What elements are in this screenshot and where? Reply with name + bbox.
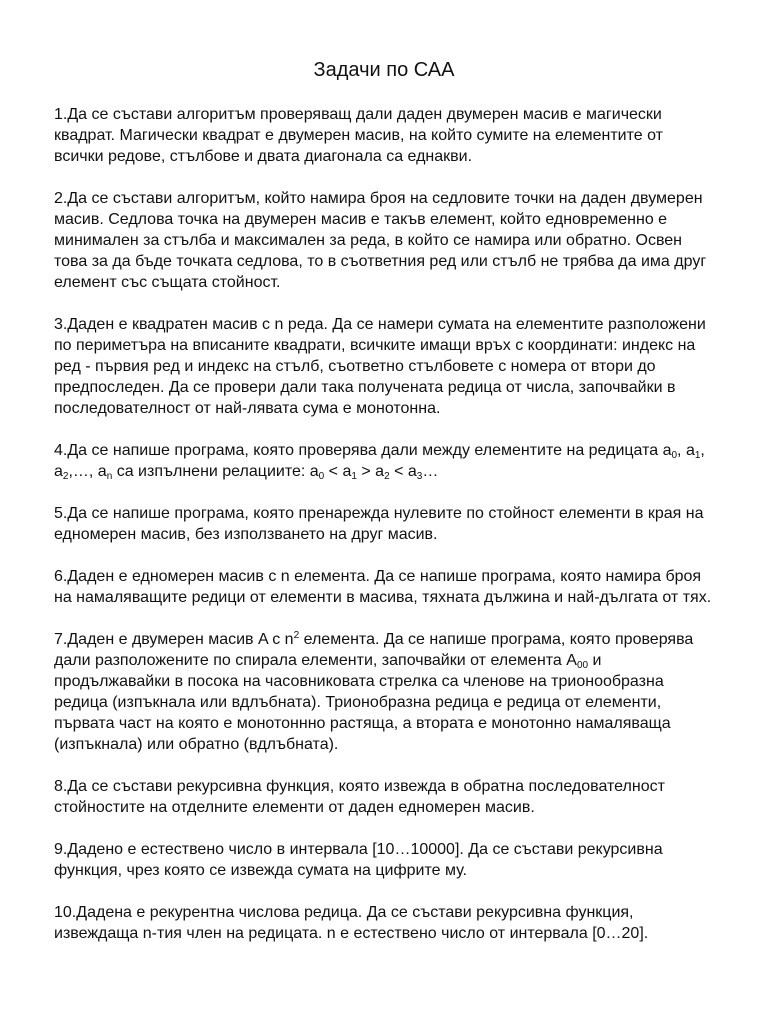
page-title: Задачи по САА: [313, 59, 455, 81]
task-7-subscript: 00: [576, 660, 589, 671]
task-4-subscript-4: n: [106, 471, 113, 482]
task-8: 8.Да се състави рекурсивна функция, която извежда в обратна последователност стойностите на отделните елементи от даден едномерен масив.: [54, 778, 665, 816]
task-7-text-1: 7.Даден е двумерен масив A с n: [54, 631, 294, 648]
task-4-subscript-7: 2: [384, 471, 390, 482]
task-4-subscript-2: 1: [694, 450, 701, 461]
task-7: [54, 629, 716, 755]
task-4: [54, 440, 716, 482]
task-7-text-3: и продължавайки в посока на часовниковата стрелка са членове на трионообразна редица (изпъкнала или вдлъбната). Трионобразна редица е редица от елементи, първата част на която е монотоннно растяща, а втората е монотонно намаляваща (изпъкнала) или обратно (вдлъбната).: [54, 652, 671, 753]
task-4-text-5: са изпълнени релациите: a: [112, 463, 319, 480]
task-4-text-1: 4.Да се напише програма, която проверява дали между елементите на редицата a: [54, 442, 672, 459]
task-7-text-2: елемента. Да се напише програма, която проверява дали разположените по спирала елементи, започвайки от елемента A: [54, 631, 694, 669]
task-7-superscript: 2: [293, 630, 300, 641]
task-list: [54, 104, 716, 965]
task-4-text-2: , a: [677, 442, 695, 459]
task-6: 6.Даден е едномерен масив с n елемента. Да се напише програма, която намира броя на намаляващите редици от елементи в масива, тяхната дължина и най-дългата от тях.: [54, 568, 712, 606]
task-2: 2.Да се състави алгоритъм, който намира броя на седловите точки на даден двумерен масив. Седлова точка на двумерен масив е такъв елемент, който едновременно е минимален за стълба и максимален за реда, в който се намира или обратно. Освен това за да бъде точката седлова, то в съответния ред или стълб не трябва да има друг елемент със същата стойност.: [54, 190, 707, 291]
task-4-text-4: ,…, a: [68, 463, 107, 480]
task-4-text-8: < a: [389, 463, 417, 480]
task-4-subscript-1: 0: [671, 450, 678, 461]
task-4-text-6: < a: [324, 463, 352, 480]
task-4-text-9: …: [422, 463, 439, 480]
task-3: 3.Даден е квадратен масив с n реда. Да се намери сумата на елементите разположени по периметъра на вписаните квадрати, всичките имащи връх с координати: индекс на ред - първия ред и индекс на стълб, съответно стълбовете с номера от втори до предпоследен. Да се провери дали така получената редица от числа, започвайки в последователност от най-лявата сума е монотонна.: [54, 316, 706, 417]
task-1: 1.Да се състави алгоритъм проверяващ дали даден двумерен масив е магически квадрат. Магически квадрат е двумерен масив, на който сумите на елементите от всички редове, стълбове и двата диагонала са еднакви.: [54, 106, 663, 165]
task-4-text-7: > a: [356, 463, 385, 480]
task-4-text-3: , a: [54, 442, 705, 480]
task-4-subscript-8: 3: [416, 471, 423, 482]
task-4-subscript-5: 0: [318, 471, 325, 482]
task-10: 10.Дадена е рекурентна числова редица. Да се състави рекурсивна функция, извеждаща n-тия член на редицата. n е естествено число от интервала [0…20].: [54, 904, 649, 942]
task-9: 9.Дадено е естествено число в интервала [10…10000]. Да се състави рекурсивна функция, чрез която се извежда сумата на цифрите му.: [54, 841, 663, 879]
task-4-subscript-6: 1: [351, 471, 357, 482]
task-5: 5.Да се напише програма, която пренарежда нулевите по стойност елементи в края на едномерен масив, без използването на друг масив.: [54, 505, 704, 543]
task-4-subscript-3: 2: [62, 471, 69, 482]
